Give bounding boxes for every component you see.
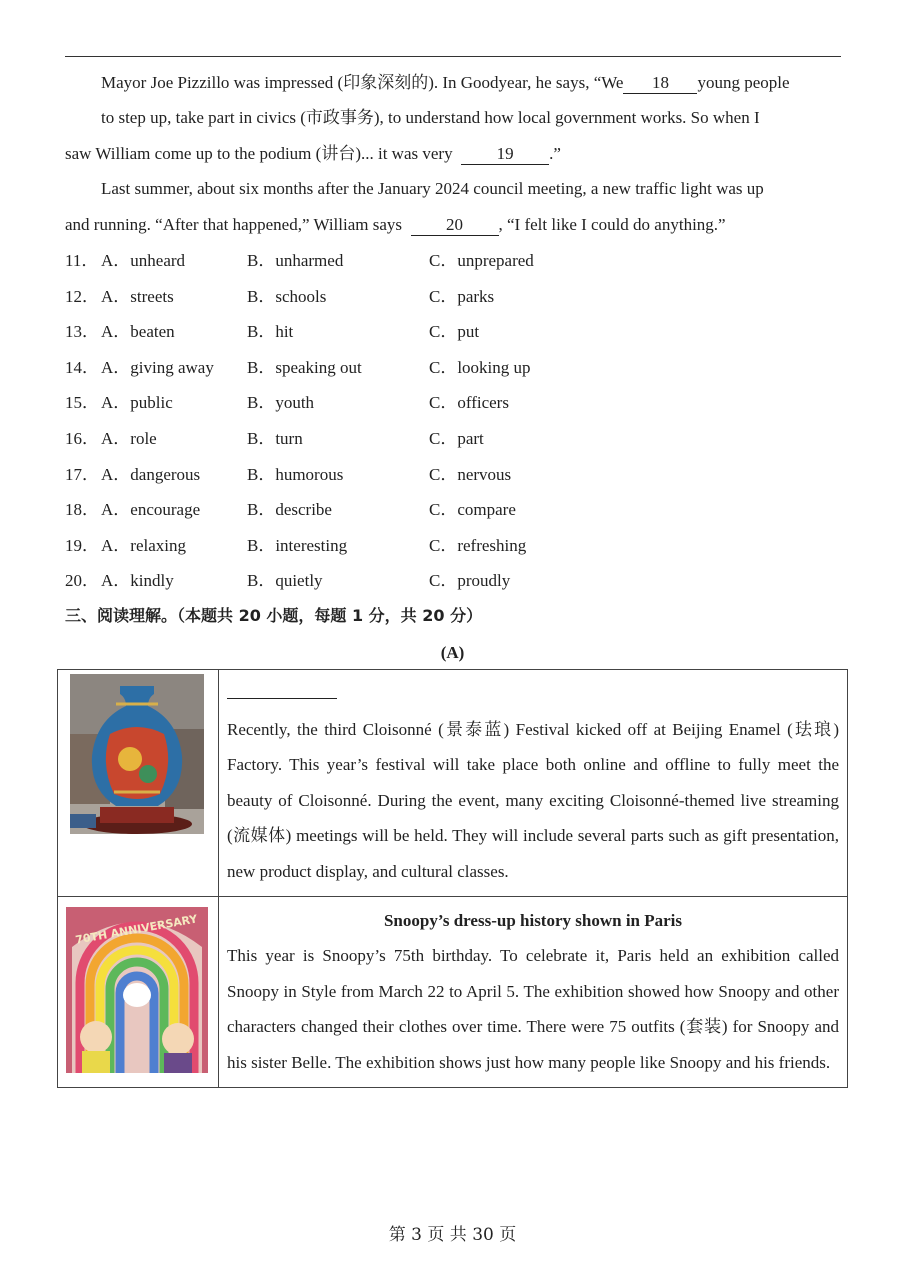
option-a: A．giving away <box>101 357 214 377</box>
passage-line-1 <box>101 71 841 95</box>
blank-19: 19 <box>461 144 549 165</box>
passage-text: and running. “After that happened,” William says <box>65 215 403 234</box>
reading-row-2 <box>58 896 848 1087</box>
option-b: B．humorous <box>247 464 344 484</box>
option-b: B．schools <box>247 286 327 306</box>
question-number: 18． <box>65 500 99 520</box>
option-b: B．quietly <box>247 571 323 591</box>
option-row <box>65 463 841 487</box>
option-b: B．turn <box>247 429 303 448</box>
blank-20: 20 <box>411 215 499 236</box>
snoopy-title: Snoopy’s dress-up history shown in Paris <box>383 910 683 930</box>
option-row <box>65 249 841 273</box>
passage-text: .” <box>549 144 561 163</box>
question-number: 13． <box>65 322 99 342</box>
question-number: 12． <box>65 286 99 306</box>
passage-text: young people <box>697 73 790 92</box>
option-row <box>65 498 841 522</box>
option-a: A．role <box>101 429 157 448</box>
option-row <box>65 356 841 380</box>
option-row <box>65 569 841 593</box>
option-b: B．hit <box>247 322 294 342</box>
reading-table <box>57 669 848 1088</box>
option-c: C．part <box>429 429 484 448</box>
question-number: 14． <box>65 357 99 377</box>
option-row <box>65 427 841 451</box>
snoopy-paragraph: This year is Snoopy’s 75th birthday. To celebrate it, Paris held an exhibition called Snoopy in Style from March 22 to April 5. The exhibition showed how Snoopy and other characters changed their clothes over time. There were 75 outfits (套装) for Snoopy and his sister Belle. The exhibition shows just how many people like Snoopy and his friends. <box>227 946 839 1072</box>
option-a: A．streets <box>101 286 174 306</box>
option-c: C．officers <box>429 393 509 413</box>
text-cell-1 <box>219 670 848 897</box>
option-c: C．parks <box>429 286 495 306</box>
snoopy-exhibition-image <box>66 907 208 1073</box>
option-a: A．unheard <box>101 251 186 270</box>
section-heading: 三、阅读理解。（本题共 20 小题，每题 1 分，共 20 分） <box>65 606 483 625</box>
option-a: A．beaten <box>101 322 175 342</box>
passage-line-3 <box>65 142 841 166</box>
option-row <box>65 285 841 309</box>
part-label: (A) <box>440 643 465 662</box>
image-cell-1 <box>58 670 219 897</box>
question-number: 20． <box>65 571 99 591</box>
passage-line-5 <box>65 213 841 237</box>
option-c: C．put <box>429 322 480 342</box>
option-row <box>65 320 841 344</box>
option-c: C．refreshing <box>429 535 527 555</box>
passage-text: , “I felt like I could do anything.” <box>498 215 726 234</box>
option-row <box>65 534 841 558</box>
question-number: 16． <box>65 429 99 448</box>
option-row <box>65 391 841 415</box>
option-b: B．speaking out <box>247 357 362 377</box>
option-b: B．youth <box>247 393 315 413</box>
cloisonne-vase-image <box>70 674 204 834</box>
option-a: A．dangerous <box>101 464 201 484</box>
page-footer: 第 3 页 共 30 页 <box>388 1225 517 1245</box>
question-number: 19． <box>65 535 99 555</box>
option-b: B．describe <box>247 500 332 520</box>
option-a: A．kindly <box>101 571 174 591</box>
title-blank <box>227 676 337 699</box>
blank-18: 18 <box>623 73 697 94</box>
passage-line-4: Last summer, about six months after the January 2024 council meeting, a new traffic light was up <box>101 179 764 198</box>
option-c: C．looking up <box>429 357 531 377</box>
option-c: C．unprepared <box>429 251 534 270</box>
option-b: B．unharmed <box>247 251 344 270</box>
option-b: B．interesting <box>247 535 348 555</box>
image-banner-text: 70TH ANNIVERSARY <box>74 911 199 947</box>
option-c: C．nervous <box>429 464 512 484</box>
passage-text: Mayor Joe Pizzillo was impressed (印象深刻的). In Goodyear, he says, “We <box>101 73 624 92</box>
header-rule <box>65 56 841 57</box>
question-number: 15． <box>65 393 99 413</box>
passage-line-2: to step up, take part in civics (市政事务), to understand how local government works. So when I <box>101 108 760 127</box>
reading-row-1 <box>58 670 848 897</box>
option-a: A．relaxing <box>101 535 186 555</box>
text-cell-2 <box>219 896 848 1087</box>
cloisonne-paragraph: Recently, the third Cloisonné (景泰蓝) Festival kicked off at Beijing Enamel (珐琅) Factory. This year’s festival will take place both online and offline to fully meet the beauty of Cloisonné. During the event, many exciting Cloisonné-themed live streaming (流媒体) meetings will be held. They will include several parts such as gift presentation, new product display, and cultural classes. <box>227 719 839 881</box>
image-cell-2 <box>58 896 219 1087</box>
option-a: A．encourage <box>101 500 201 520</box>
passage-text: saw William come up to the podium (讲台)... it was very <box>65 144 453 163</box>
option-c: C．proudly <box>429 571 511 591</box>
option-a: A．public <box>101 393 173 413</box>
question-number: 17． <box>65 464 99 484</box>
question-number: 11． <box>65 251 99 270</box>
option-c: C．compare <box>429 500 516 520</box>
